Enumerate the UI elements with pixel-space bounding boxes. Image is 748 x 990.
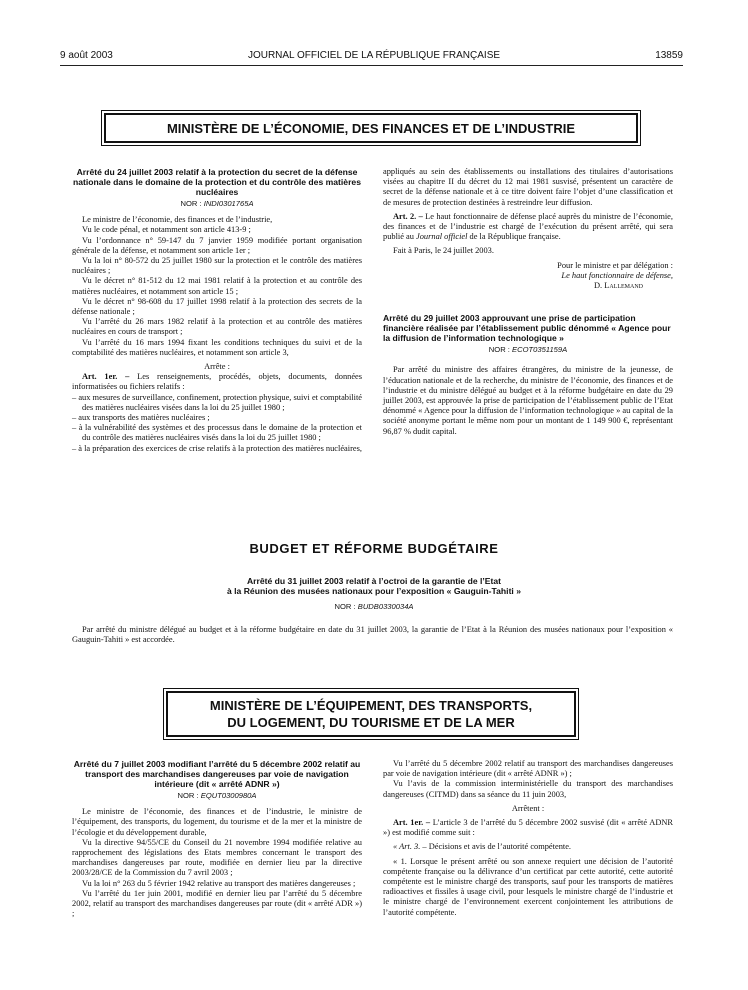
paragraph: Vu l’avis de la commission interministérielle du transport des marchandises dangereuses (CITMD) dans sa séance du 11 juin 2003,: [383, 779, 673, 799]
list-item: – aux mesures de surveillance, confinement, protection physique, suivi et comptabilité des matières nucléaires visées dans la loi du 25 juillet 1980 ;: [72, 392, 362, 412]
article-2-text-end: de la République française.: [469, 232, 561, 242]
article-1-text: Les renseignements, procédés, objets, documents, données informatisées ou fichiers relatifs :: [72, 372, 363, 392]
arrete-24-juillet-title: Arrêté du 24 juillet 2003 relatif à la protection du secret de la défense nationale dans le domaine de la protection et du contrôle des matières nucléaires: [73, 167, 361, 197]
arrete-29-juillet-body: Par arrêté du ministre des affaires étrangères, du ministre de la jeunesse, de l’éducation nationale et de la recherche, du ministre de l’économie, des finances et de l’industrie et du ministre délégué au budget et à la réforme budgétaire en date du 29 juillet 2003, est approuvée la prise de participation de l’établissement public de l’Etat dénommé « Agence pour la diffusion de l’information technologique » au capital de la société anonyme portant le même nom pour un montant de 1 149 900 €, représentant 96,87 % dudit capital.: [383, 365, 673, 436]
paragraph: Vu l’arrêté du 5 décembre 2002 relatif au transport des marchandises dangereuses par voie de navigation intérieure (dit « arrêté ADNR ») ;: [383, 759, 673, 779]
article-2-text: Le haut fonctionnaire de défense placé auprès du ministre de l’économie, des finances et de l’industrie est chargé de l’exécution du présent arrêté, qui sera publié au: [383, 211, 673, 242]
arrete-31-juillet-title-line2: à la Réunion des musées nationaux pour l’exposition « Gauguin-Tahiti »: [227, 586, 521, 596]
signature-title: Le haut fonctionnaire de défense,: [561, 270, 673, 280]
article-3-label: « Art. 3.: [393, 842, 421, 852]
arretent-word: Arrêtent :: [511, 803, 545, 813]
arrete-word: Arrête :: [204, 362, 230, 372]
list-item: – à la vulnérabilité des systèmes et des processus dans le domaine de la protection et du contrôle des matières nucléaires visés dans la loi du 25 juillet 1980 ;: [72, 423, 362, 443]
arrete-7-juillet-title: Arrêté du 7 juillet 2003 modifiant l’arrêté du 5 décembre 2002 relatif au transport des marchandises dangereuses par voie de navigation intérieure (dit « arrêté ADNR »): [73, 759, 361, 789]
arrete-31-juillet-title-line1: Arrêté du 31 juillet 2003 relatif à l’octroi de la garantie de l’Etat: [246, 576, 502, 586]
section-heading-equipement-line2: DU LOGEMENT, DU TOURISME ET DE LA MER: [227, 715, 515, 730]
arrete-31-juillet-title: [100, 576, 648, 596]
arrete-29-juillet-nor: [383, 345, 673, 355]
arrete-31-juillet-text: Par arrêté du ministre délégué au budget et à la réforme budgétaire en date du 31 juillet 2003, la garantie de l’Etat à la Réunion des musées nationaux pour l’exposition « Gauguin-Tahiti » est accordée.: [72, 625, 673, 645]
section-heading-budget: BUDGET ET RÉFORME BUDGÉTAIRE: [249, 541, 499, 556]
paragraph: Le ministre de l’économie, des finances et de l’industrie,: [82, 215, 273, 225]
arrete-31-juillet-nor: [100, 602, 648, 611]
arrete-7-juillet-right-column: [383, 759, 673, 918]
paragraph: Le ministre de l’économie, des finances et de l’industrie, le ministre de l’équipement, des transports, du logement, du tourisme et de la mer et la ministre de l’écologie et du développement durable,: [72, 807, 362, 837]
paragraph: Vu le décret n° 81-512 du 12 mai 1981 relatif à la protection et au contrôle des matières nucléaires, et notamment son article 15 ;: [72, 276, 362, 296]
arrete-24-juillet-left-column: [72, 167, 362, 454]
article-2-label: Art. 2. –: [393, 211, 423, 221]
paragraph: Vu l’arrêté du 16 mars 1994 fixant les conditions techniques du suivi et de la comptabilité des matières nucléaires, et notamment son article 3,: [72, 337, 362, 357]
paragraph: Vu le décret n° 98-608 du 17 juillet 1998 relatif à la protection des secrets de la défense nationale ;: [72, 296, 362, 317]
list-item: – aux transports des matières nucléaires ;: [72, 413, 210, 423]
article-1-label: Art. 1er. –: [393, 818, 431, 828]
arrete-31-juillet-body: [72, 625, 673, 645]
nor-label: NOR :: [334, 602, 356, 611]
nor-code: EQUT0300980A: [200, 791, 257, 800]
nor-code: BUDB0330034A: [357, 602, 414, 611]
paragraph: Vu la loi n° 80-572 du 25 juillet 1980 sur la protection et le contrôle des matières nucléaires ;: [72, 256, 362, 276]
paragraph: Vu l’arrêté du 1er juin 2001, modifié en dernier lieu par l’arrêté du 5 décembre 2002, relatif au transport des marchandises dangereuses par route (dit « arrêté ADR ») ;: [72, 888, 362, 919]
arrete-29-juillet-title: Arrêté du 29 juillet 2003 approuvant une prise de participation financière réalisée par l’établissement public dénommé « Agence pour la diffusion de l’information technologique »: [383, 313, 671, 344]
nor-label: NOR :: [488, 345, 510, 355]
paragraph: Vu la loi n° 263 du 5 février 1942 relative au transport des matières dangereuses ;: [82, 878, 356, 888]
signature-line: Pour le ministre et par délégation :: [557, 260, 673, 270]
journal-officiel-ref: Journal officiel: [416, 232, 468, 242]
article-3-quote: « 1. Lorsque le présent arrêté ou son annexe requiert une décision de l’autorité compétente française ou la délivrance d’un certificat par cette autorité, cette autorité compétente est le ministre chargé des transports, sauf pour les transports de matières radioactives et fissiles à usage civil, pour lesquels le ministre chargé de l’industrie et le ministre chargé de l’environnement exercent conjointement les attributions de l’autorité compétente.: [383, 856, 673, 917]
arrete-24-juillet-nor: [72, 199, 362, 209]
signature-name: D. Lallemand: [593, 281, 643, 291]
paragraph: Vu l’ordonnance n° 59-147 du 7 janvier 1959 modifiée portant organisation générale de la défense, et notamment son article 1er ;: [72, 235, 362, 255]
section-heading-equipement-line1: MINISTÈRE DE L’ÉQUIPEMENT, DES TRANSPORTS,: [209, 698, 533, 713]
paragraph: Vu l’arrêté du 26 mars 1982 relatif à la protection et au contrôle des matières nucléaires en cours de transport ;: [72, 317, 362, 337]
arrete-24-juillet-right-column: [383, 167, 673, 437]
article-3-text: – Décisions et avis de l’autorité compétente.: [422, 842, 572, 852]
paragraph: Vu le code pénal, et notamment son article 413-9 ;: [82, 225, 251, 235]
arrete-7-juillet-left-column: [72, 759, 362, 919]
section-heading-equipement: [166, 691, 576, 737]
nor-label: NOR :: [177, 791, 199, 800]
arrete-7-juillet-nor: [72, 791, 362, 801]
list-item: – à la préparation des exercices de crise relatifs à la protection des matières nucléaires,: [72, 443, 362, 453]
fait-a-paris: Fait à Paris, le 24 juillet 2003.: [393, 246, 494, 256]
header-rule: [60, 65, 683, 66]
nor-code: INDI0301765A: [203, 199, 254, 208]
continuation-paragraph: appliqués au sein des établissements ou installations des titulaires d’autorisations visées au chapitre II du décret du 12 mai 1981 susvisé, présentent un caractère de secret de la défense nationale et à ce titre doivent faire l’objet d’une classification et de mesures de protection destinées à restreindre leur diffusion.: [383, 167, 673, 207]
nor-code: ECOT0351159A: [512, 345, 568, 355]
section-heading-economie: [104, 113, 638, 143]
nor-label: NOR :: [180, 199, 202, 208]
section-heading-economie-text: MINISTÈRE DE L’ÉCONOMIE, DES FINANCES ET DE L’INDUSTRIE: [166, 120, 576, 136]
journal-title: JOURNAL OFFICIEL DE LA RÉPUBLIQUE FRANÇAISE: [247, 50, 501, 61]
article-1-text: L’article 3 de l’arrêté du 5 décembre 2002 susvisé (dit « arrêté ADNR ») est modifié comme suit :: [383, 818, 674, 838]
article-1-label: Art. 1er. –: [82, 372, 130, 382]
paragraph: Vu la directive 94/55/CE du Conseil du 21 novembre 1994 modifiée relative au rapprochement des législations des Etats membres concernant le transport des marchandises dangereuses par route, modifiée en dernier lieu par la directive 2003/28/CE de la Commission du 7 avril 2003 ;: [72, 837, 362, 878]
page-number: 13859: [655, 50, 683, 61]
page-date: 9 août 2003: [60, 50, 113, 61]
